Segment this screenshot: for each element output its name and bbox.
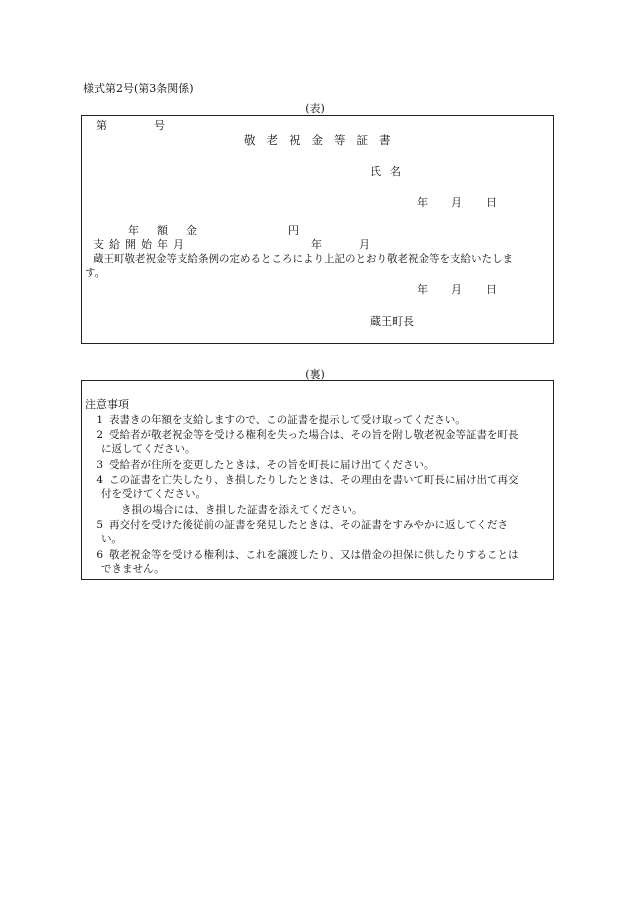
yen-label: 円 bbox=[288, 224, 299, 237]
notes-title: 注意事項 bbox=[85, 398, 129, 411]
start-year: 年 bbox=[311, 238, 322, 251]
note-item: き損の場合には、き損した証書を添えてください。 bbox=[121, 504, 363, 516]
date2-year: 年 bbox=[417, 283, 428, 296]
note-item: 4 この証書を亡失したり、き損したりしたときは、その理由を書いて町長に届け出て再交 付を受けてください。 bbox=[96, 474, 519, 500]
name-label: 氏名 bbox=[370, 165, 410, 178]
date1-month: 月 bbox=[451, 196, 462, 209]
certificate-number-suffix: 号 bbox=[154, 119, 165, 132]
back-notes-box bbox=[81, 380, 554, 580]
start-label: 支給開始年月 bbox=[93, 238, 189, 251]
date1-day: 日 bbox=[486, 196, 497, 209]
note-item: 5 再交付を受けた後従前の証書を発見したときは、その証書をすみやかに返してくださ い。 bbox=[96, 519, 508, 545]
note-item: 3 受給者が住所を変更したときは、その旨を町長に届け出てください。 bbox=[96, 459, 435, 471]
note-item: 2 受給者が敬老祝金等を受ける権利を失った場合は、その旨を附し敬老祝金等証書を町長 に返してください。 bbox=[96, 429, 519, 455]
body-line-1: 蔵王町敬老祝金等支給条例の定めるところにより上記のとおり敬老祝金等を支給いたしま bbox=[93, 253, 513, 265]
date1-year: 年 bbox=[417, 196, 428, 209]
front-side-label: (表) bbox=[305, 102, 325, 115]
date2-day: 日 bbox=[486, 283, 497, 296]
annual-amount-label: 年額金 bbox=[128, 224, 215, 237]
back-side-label: (裏) bbox=[305, 368, 325, 381]
issuer: 蔵王町長 bbox=[370, 315, 414, 328]
form-label: 様式第2号(第3条関係) bbox=[83, 82, 194, 95]
start-month: 月 bbox=[359, 238, 370, 251]
front-certificate-box bbox=[81, 115, 554, 344]
date2-month: 月 bbox=[451, 283, 462, 296]
body-line-2: す。 bbox=[85, 267, 106, 279]
certificate-number-prefix: 第 bbox=[96, 119, 107, 132]
note-item: 6 敬老祝金等を受ける権利は、これを譲渡したり、又は借金の担保に供したりすることは できません。 bbox=[96, 549, 519, 575]
certificate-title: 敬老祝金等証書 bbox=[244, 133, 402, 147]
note-item: 1 表書きの年額を支給しますので、この証書を提示して受け取ってください。 bbox=[96, 414, 466, 426]
